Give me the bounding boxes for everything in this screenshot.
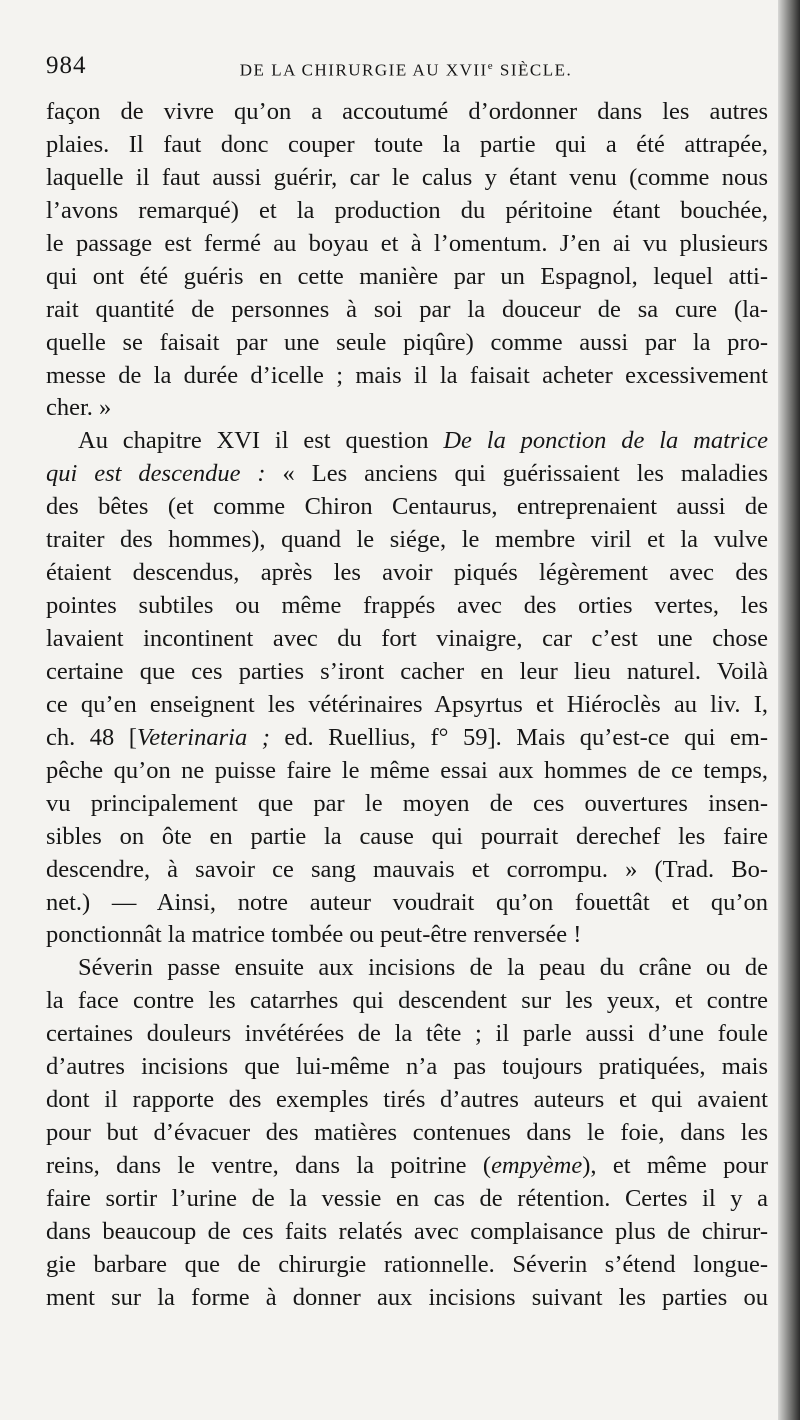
text-line: net.) — Ainsi, notre auteur voudrait qu’on fouettât et qu’on <box>46 888 768 916</box>
text-line: faire sortir l’urine de la vessie en cas de rétention. Certes il y a <box>46 1184 768 1212</box>
text-line: quelle se faisait par une seule piqûre) comme aussi par la pro- <box>46 328 768 356</box>
text-line: pointes subtiles ou même frappés avec des orties vertes, les <box>46 592 768 620</box>
text-line: ment sur la forme à donner aux incisions suivant les parties ou <box>46 1283 768 1311</box>
text-line: pour but d’évacuer des matières contenues dans le foie, dans les <box>46 1119 768 1147</box>
text-line: descendre, à savoir ce sang mauvais et corrompu. » (Trad. Bo- <box>46 855 768 883</box>
page-binding-shadow <box>778 0 800 1420</box>
body-text <box>46 96 768 1315</box>
text-line: vu principalement que par le moyen de ces ouvertures insen- <box>46 789 768 817</box>
text-line: rait quantité de personnes à soi par la douceur de sa cure (la- <box>46 295 768 323</box>
text-line: dans beaucoup de ces faits relatés avec complaisance plus de chirur- <box>46 1217 768 1245</box>
text-line: certaine que ces parties s’iront cacher en leur lieu naturel. Voilà <box>46 657 768 685</box>
text-line: façon de vivre qu’on a accoutumé d’ordonner dans les autres <box>46 98 768 125</box>
text-line: certaines douleurs invétérées de la tête ; il parle aussi d’une foule <box>46 1020 768 1048</box>
text-line: l’avons remarqué) et la production du péritoine étant bouchée, <box>46 196 768 224</box>
text-line: étaient descendus, après les avoir piqués légèrement avec des <box>46 559 768 587</box>
text-line: des bêtes (et comme Chiron Centaurus, entreprenaient aussi de <box>46 493 768 521</box>
text-line: d’autres incisions que lui-même n’a pas toujours pratiquées, mais <box>46 1053 768 1081</box>
text-line: laquelle il faut aussi guérir, car le calus y étant venu (comme nous <box>46 163 768 191</box>
text-line: pêche qu’on ne puisse faire le même essai aux hommes de ce temps, <box>46 756 768 784</box>
page-header <box>46 52 766 92</box>
text-line: la face contre les catarrhes qui descendent sur les yeux, et contre <box>46 987 768 1015</box>
page-number: 984 <box>46 52 87 79</box>
text-line: sibles on ôte en partie la cause qui pourrait derechef les faire <box>46 822 768 850</box>
text-line: lavaient incontinent avec du fort vinaigre, car c’est une chose <box>46 625 768 652</box>
text-line: messe de la durée d’icelle ; mais il la faisait acheter excessivement <box>46 361 768 389</box>
text-line: ponctionnât la matrice tombée ou peut-être renversée ! <box>46 921 582 949</box>
text-line: qui est descendue : « Les anciens qui guérissaient les maladies <box>46 460 768 488</box>
text-line: plaies. Il faut donc couper toute la partie qui a été attrapée, <box>46 130 768 158</box>
text-line: ch. 48 [Veterinaria ; ed. Ruellius, f° 59]. Mais qu’est-ce qui em- <box>46 723 768 751</box>
text-line: cher. » <box>46 394 112 422</box>
text-line: reins, dans le ventre, dans la poitrine (empyème), et même pour <box>46 1152 768 1179</box>
text-line: ce qu’en enseignent les vétérinaires Apsyrtus et Hiéroclès au liv. I, <box>46 690 768 718</box>
text-line: Séverin passe ensuite aux incisions de la peau du crâne ou de <box>78 954 768 982</box>
text-line: dont il rapporte des exemples tirés d’autres auteurs et qui avaient <box>46 1086 768 1114</box>
running-head: DE LA CHIRURGIE AU XVIIe SIÈCLE. <box>239 60 573 80</box>
text-line: gie barbare que de chirurgie rationnelle. Séverin s’étend longue- <box>46 1250 768 1278</box>
text-line: traiter des hommes), quand le siége, le membre viril et la vulve <box>46 526 768 554</box>
text-line: Au chapitre XVI il est question De la ponction de la matrice <box>78 427 768 455</box>
text-line: le passage est fermé au boyau et à l’omentum. J’en ai vu plusieurs <box>46 229 768 257</box>
text-line: qui ont été guéris en cette manière par un Espagnol, lequel atti- <box>46 262 768 290</box>
